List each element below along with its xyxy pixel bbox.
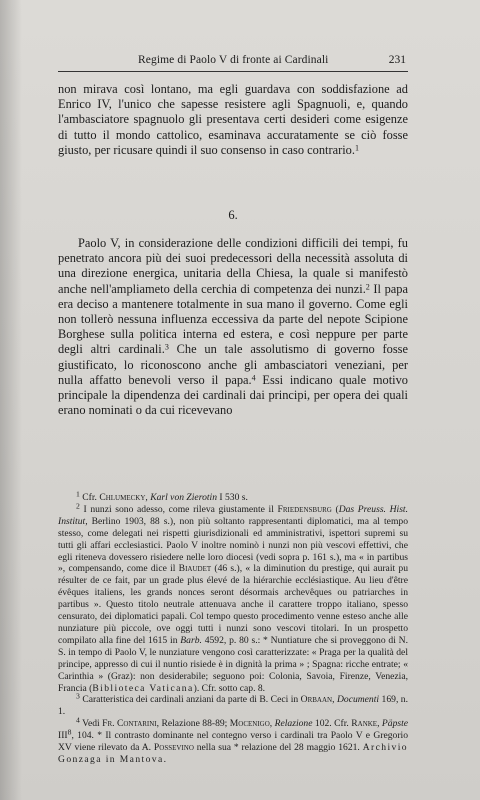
footnote-text: Vedi: [82, 718, 103, 730]
footnote-text: 169, n. 1.: [58, 694, 408, 718]
footnote-archive: Biblioteca Vaticana: [92, 682, 194, 694]
footnote-text: , 104. * Il contrasto dominante nel contegno verso i cardinali tra Paolo V e Gregorio XV viene rilevato da A.: [58, 730, 408, 754]
footnote-author: Friedensburg: [277, 503, 332, 515]
footnote-title: Das Preuss. Hist. Institut: [58, 503, 408, 527]
footnote-title: Relazione: [274, 718, 313, 730]
footnote-number: 3: [76, 691, 80, 701]
footnote-text: ,: [145, 492, 151, 503]
paragraph-text: non mirava così lontano, ma egli guardava con soddisfazione ad Enrico IV, l'unico che sapesse resistere agli Spagnuoli, e, quando l'ambasciatore spagnuolo gli presentava certi desideri come esigenze di tutto il mondo cattolico, esaminava accuratamente se ciò fosse giusto, per ricusare quindi il suo consenso in caso contrario.: [58, 82, 408, 157]
footnote-text: (: [331, 503, 339, 515]
paragraph-text: Il papa era deciso a mantenere totalmente in sua mano il governo. Come egli non tollerò nessuna influenza eccessiva da parte del nepote Scipione Borghese sulla politica interna ed estera, e così neppure per parte degli altri cardinali.: [58, 281, 408, 357]
paragraph-text: Paolo V, in considerazione delle condizioni difficili dei tempi, fu penetrato ancora più dei suoi predecessori della necessità assoluta di una direzione energica, unitaria della Chiesa, la quale si manifestò anche nell'ampliameto della cerchia di competenza dei nunzi.: [58, 236, 408, 296]
footnotes: [58, 489, 409, 766]
footnote-text: ,: [377, 718, 382, 730]
footnote-text: nella sua * relazione del 28 maggio 1621.: [193, 742, 363, 754]
footnote-archive: Archivio Gonzaga in Mantova: [58, 742, 408, 765]
footnote-author: Biaudet: [178, 563, 212, 575]
footnote-text: (46 s.), « la diminution du prestige, qui aurait pu résulter de ce fait, par un grade plus élevé de la hiérarchie ecclésiastique. Au lieu d'être évêques italiens, les grands nonces seront désormais archevêques ou patriarches in partibus ». Questo titolo neutrale attenuava anche il carattere troppo italiano, spesso censurato, dei diplomatici papali. Col tempo questo procedimento venne esteso anche alle nunziature più piccole, ove oggi tutti i nunzi sono vescovi titolari. In un prospetto compilato alla fine del 1615 in: [58, 563, 408, 646]
footnote-1: [58, 489, 408, 504]
footnote-text: Caratteristica dei cardinali anziani da parte di B. Ceci in: [82, 694, 301, 706]
footnote-text: 102. Cfr.: [312, 718, 352, 730]
running-header: [58, 54, 406, 68]
footnote-reference: Barb.: [180, 634, 202, 646]
footnote-ref-1: 1: [354, 143, 359, 153]
header-rule: [58, 71, 408, 72]
footnote-author: Ranke: [351, 718, 378, 730]
footnote-text: ). Cfr. sotto cap. 8.: [193, 682, 266, 694]
page-number: 231: [388, 54, 406, 66]
running-title: Regime di Paolo V di fronte ai Cardinali: [138, 54, 329, 66]
footnote-text: .: [163, 753, 167, 765]
footnote-title: Documenti: [336, 694, 380, 706]
footnote-text: I 530 s.: [217, 492, 248, 503]
footnote-3: [58, 691, 408, 718]
paragraph-text: Che un tale assolutismo di governo fosse giustificato, lo riconoscono anche gli ambasciatori veneziani, per nulla affatto benevoli verso il papa.: [58, 342, 409, 387]
footnote-ref-2: 2: [365, 281, 370, 291]
footnote-author: Possevino: [153, 742, 194, 754]
footnote-number: 4: [76, 715, 80, 725]
section-number: 6.: [228, 208, 238, 222]
footnote-text: ,: [332, 694, 337, 706]
footnote-text: 4592, p. 80 s.: * Nuntiature che si proveggono di N. S. in tempo di Paolo V, le nunziature vengono così caratterizzate: « Praga per la qualità del principe, appresso di cui il nuntio risiede è in dignità la prima » ; Spagna: ricche entrate; « Carinthia » (Graz): non desiderabile; seguono poi: Colonia, Savoia, Firenze, Venezia, Francia (: [58, 634, 408, 694]
footnote-text: , Relazione 88-89;: [156, 718, 230, 730]
footnote-number: 1: [76, 489, 80, 499]
paragraph-section-6: [58, 236, 408, 418]
footnote-ref-4: 4: [251, 373, 256, 383]
footnote-text: I nunzi sono adesso, come rileva giustamente il: [83, 503, 278, 515]
edition-superscript: 8: [67, 727, 72, 737]
footnote-author: Chlumecky: [99, 492, 146, 503]
footnote-title: Karl von Zierotin: [150, 492, 217, 503]
footnote-ref-3: 3: [164, 342, 169, 352]
paragraph-continued: [58, 82, 408, 158]
footnote-title: Päpste: [381, 718, 409, 730]
footnote-4: [58, 715, 409, 766]
footnote-author: Fr. Contarini: [102, 718, 157, 730]
footnote-author: Mocenigo: [229, 718, 270, 730]
footnote-text: ,: [269, 718, 275, 730]
footnote-2: [58, 501, 408, 695]
footnote-number: 2: [76, 501, 80, 511]
footnote-text: III: [58, 730, 68, 742]
footnote-text: Cfr.: [82, 492, 100, 503]
footnote-author: Orbaan: [300, 694, 333, 706]
paragraph-text: Essi indicano quale motivo principale la dipendenza dei cardinali dai principi, per opera dei quali erano nominati o da cui ricevevano: [58, 372, 409, 418]
footnote-text: , Berlino 1903, 88 s.), non più soltanto rappresentanti diplomatici, ma al tempo stesso, come delegati nei rispetti giurisdizionali ed amministrativi, ispettori supremi su tutti gli affari ecclesiastici. Paolo V inoltre nominò i nunzi non più vescovi effettivi, che egli riteneva dovessero risiedere nelle loro diocesi (vedi sopra p. 161 s.), ma « in partibus », compensando, come dice il: [58, 515, 408, 575]
